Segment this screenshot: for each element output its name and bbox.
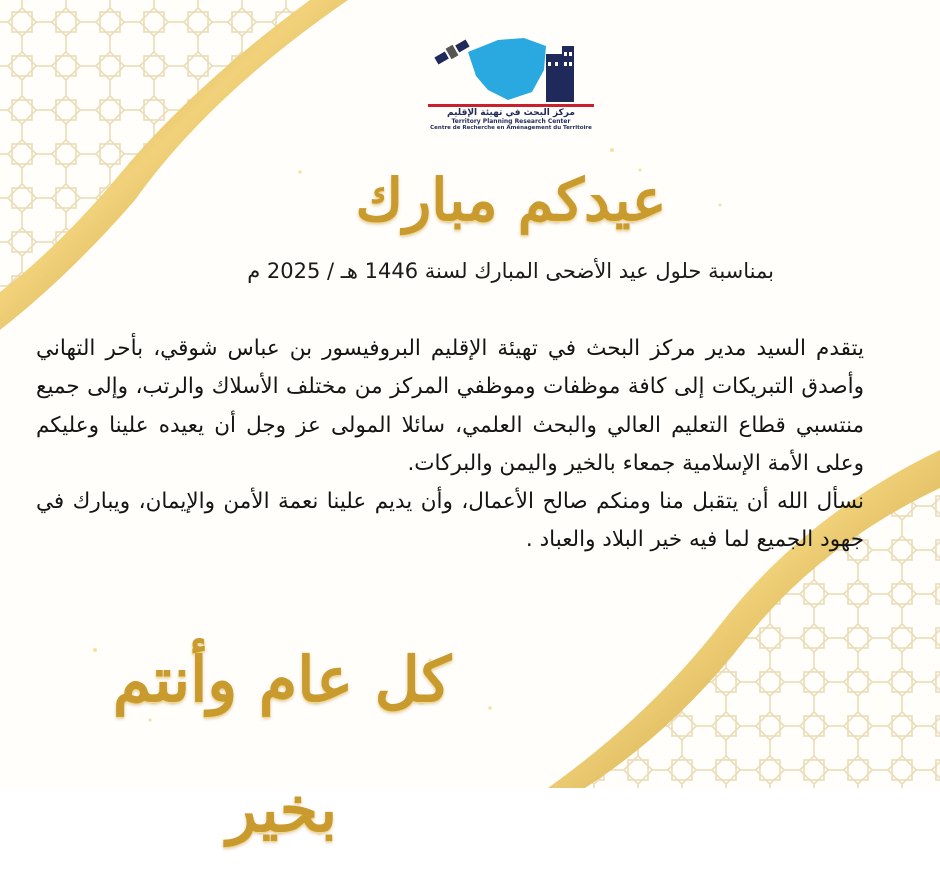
building-icon <box>546 46 574 102</box>
message-paragraph-1: يتقدم السيد مدير مركز البحث في تهيئة الإقليم البروفيسور بن عباس شوقي، بأحر التهاني وأصدق التبريكات إلى كافة موظفات وموظفي المركز من مختلف الأسلاك والرتب، وإلى جميع منتسبي قطاع التعليم العالي والبحث العلمي، سائلا المولى عز وجل أن يعيده علينا وعليكم وعلى الأمة الإسلامية جمعاء بالخير واليمن والبركات. <box>36 336 864 476</box>
logo-arabic-name: مركز البحث في تهيئة الإقليم <box>447 108 575 118</box>
logo-text <box>428 108 594 132</box>
satellite-icon <box>433 38 470 66</box>
logo-english-name: Territory Planning Research Center <box>451 118 571 125</box>
kul-am-calligraphy: كل عام وأنتم بخير <box>112 643 452 846</box>
logo-french-name: Centre de Recherche en Aménagement du Territoire <box>430 125 592 131</box>
message-body <box>36 330 864 560</box>
map-icon <box>468 38 546 100</box>
eid-mubarak-calligraphy: عيدكم مبارك <box>355 166 667 234</box>
occasion-line: بمناسبة حلول عيد الأضحى المبارك لسنة 1446 هـ / 2025 م <box>247 259 774 283</box>
message-paragraph-2: نسأل الله أن يتقبل منا ومنكم صالح الأعمال، وأن يديم علينا نعمة الأمن والإيمان، ويبارك في جهود الجميع لما فيه خير البلاد والعباد . <box>36 489 864 553</box>
logo-underline <box>428 104 594 107</box>
